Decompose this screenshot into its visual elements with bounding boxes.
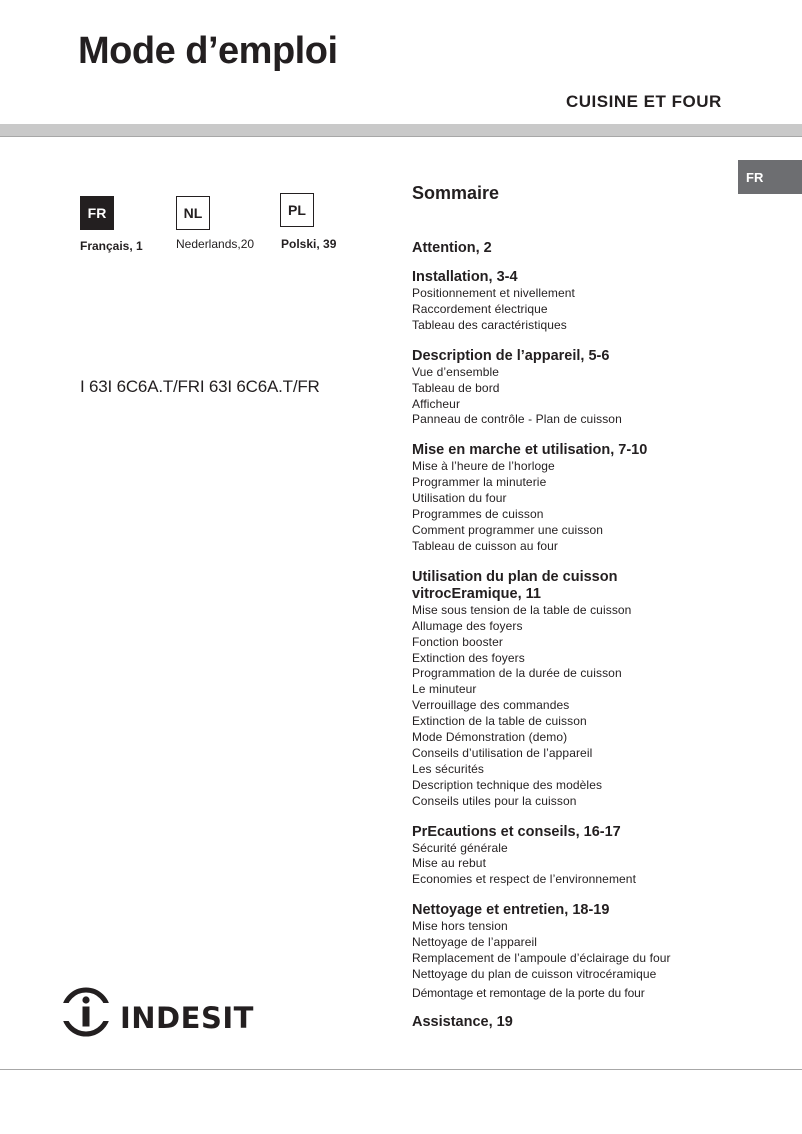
lang-box-nl[interactable] [176, 196, 210, 230]
toc-item[interactable]: Utilisation du four [412, 491, 507, 506]
model-number: I 63I 6C6A.T/FRI 63I 6C6A.T/FR [80, 377, 320, 396]
toc-section-precautions [412, 824, 732, 889]
toc-item[interactable]: Allumage des foyers [412, 618, 523, 633]
toc-section-title[interactable]: Description de l’appareil, 5-6 [412, 347, 610, 364]
toc-item[interactable]: Economies et respect de l’environnement [412, 872, 637, 887]
toc-section-attention [412, 240, 732, 257]
page-title: Mode d’emploi [78, 30, 338, 72]
toc-section-assistance [412, 1014, 732, 1031]
lang-box-fr[interactable] [80, 196, 114, 230]
toc-section-plan-de-cuisson [412, 569, 732, 810]
toc-item[interactable]: Afficheur [412, 396, 461, 411]
lang-code-fr: FR [87, 205, 107, 221]
toc-item[interactable]: Mise à l’heure de l’horloge [412, 459, 555, 474]
lang-label-fr[interactable]: Français, 1 [80, 239, 143, 253]
toc-item[interactable]: Programmes de cuisson [412, 507, 544, 522]
indesit-logo-mark [60, 986, 256, 1038]
toc-item[interactable]: Remplacement de l’ampoule d’éclairage du four [412, 951, 671, 966]
toc-item[interactable]: Les sécurités [412, 761, 484, 776]
indesit-logo [60, 986, 256, 1038]
toc-section-title[interactable]: PrEcautions et conseils, 16-17 [412, 823, 621, 840]
toc-section-installation [412, 269, 732, 334]
toc-item[interactable]: Verrouillage des commandes [412, 698, 570, 713]
footer-divider [0, 1069, 802, 1070]
toc-item[interactable]: Conseils utiles pour la cuisson [412, 793, 577, 808]
toc-item[interactable]: Vue d’ensemble [412, 364, 500, 379]
header-band [0, 124, 802, 136]
toc-item[interactable]: Tableau de bord [412, 380, 500, 395]
lang-code-pl: PL [288, 202, 306, 218]
toc-section-description [412, 348, 732, 429]
toc-item[interactable]: Démontage et remontage de la porte du four [412, 985, 645, 1000]
toc-item[interactable]: Panneau de contrôle - Plan de cuisson [412, 412, 622, 427]
lang-label-nl[interactable]: Nederlands,20 [176, 237, 255, 251]
toc-item[interactable]: Programmer la minuterie [412, 475, 547, 490]
lang-code-nl: NL [183, 205, 203, 221]
toc-item[interactable]: Fonction booster [412, 634, 503, 649]
toc-section-nettoyage [412, 902, 732, 1002]
toc-section-title-line2[interactable]: vitrocEramique, 11 [412, 585, 541, 602]
toc-section-title[interactable]: Attention, 2 [412, 240, 492, 256]
toc-section-title[interactable]: Assistance, 19 [412, 1013, 513, 1030]
toc-section-title[interactable]: Nettoyage et entretien, 18-19 [412, 902, 610, 919]
toc-item[interactable]: Raccordement électrique [412, 301, 548, 316]
toc-item[interactable]: Mise sous tension de la table de cuisson [412, 602, 632, 617]
page-subtitle: CUISINE ET FOUR [566, 92, 722, 111]
toc-item[interactable]: Le minuteur [412, 682, 477, 697]
toc-item[interactable]: Nettoyage du plan de cuisson vitrocéramique [412, 967, 657, 981]
toc-item[interactable]: Tableau de cuisson au four [412, 538, 559, 553]
toc-item[interactable]: Sécurité générale [412, 840, 508, 855]
toc-section-title[interactable]: Utilisation du plan de cuisson [412, 568, 618, 585]
table-of-contents [412, 183, 732, 1041]
toc-section-title[interactable]: Installation, 3-4 [412, 269, 518, 285]
toc-item[interactable]: Comment programmer une cuisson [412, 522, 604, 537]
language-side-tab[interactable] [738, 160, 802, 194]
toc-item[interactable]: Conseils d’utilisation de l’appareil [412, 745, 593, 760]
toc-item[interactable]: Nettoyage de l’appareil [412, 935, 538, 950]
toc-item[interactable]: Mode Démonstration (demo) [412, 730, 568, 745]
toc-item[interactable]: Tableau des caractéristiques [412, 317, 567, 332]
header-divider [0, 136, 802, 137]
toc-item[interactable]: Positionnement et nivellement [412, 286, 575, 300]
logo-wordmark: INDESIT [120, 1001, 254, 1035]
lang-label-pl[interactable]: Polski, 39 [281, 237, 337, 251]
toc-item[interactable]: Mise au rebut [412, 856, 487, 871]
toc-section-mise-en-marche [412, 442, 732, 554]
toc-item[interactable]: Extinction de la table de cuisson [412, 714, 587, 729]
side-tab-label: FR [746, 170, 764, 185]
toc-item[interactable]: Programmation de la durée de cuisson [412, 666, 622, 681]
toc-item[interactable]: Description technique des modèles [412, 777, 603, 792]
lang-box-pl[interactable] [280, 193, 314, 227]
toc-heading: Sommaire [412, 183, 500, 203]
toc-item[interactable]: Extinction des foyers [412, 650, 525, 665]
toc-section-title[interactable]: Mise en marche et utilisation, 7-10 [412, 442, 648, 459]
toc-item[interactable]: Mise hors tension [412, 919, 508, 934]
